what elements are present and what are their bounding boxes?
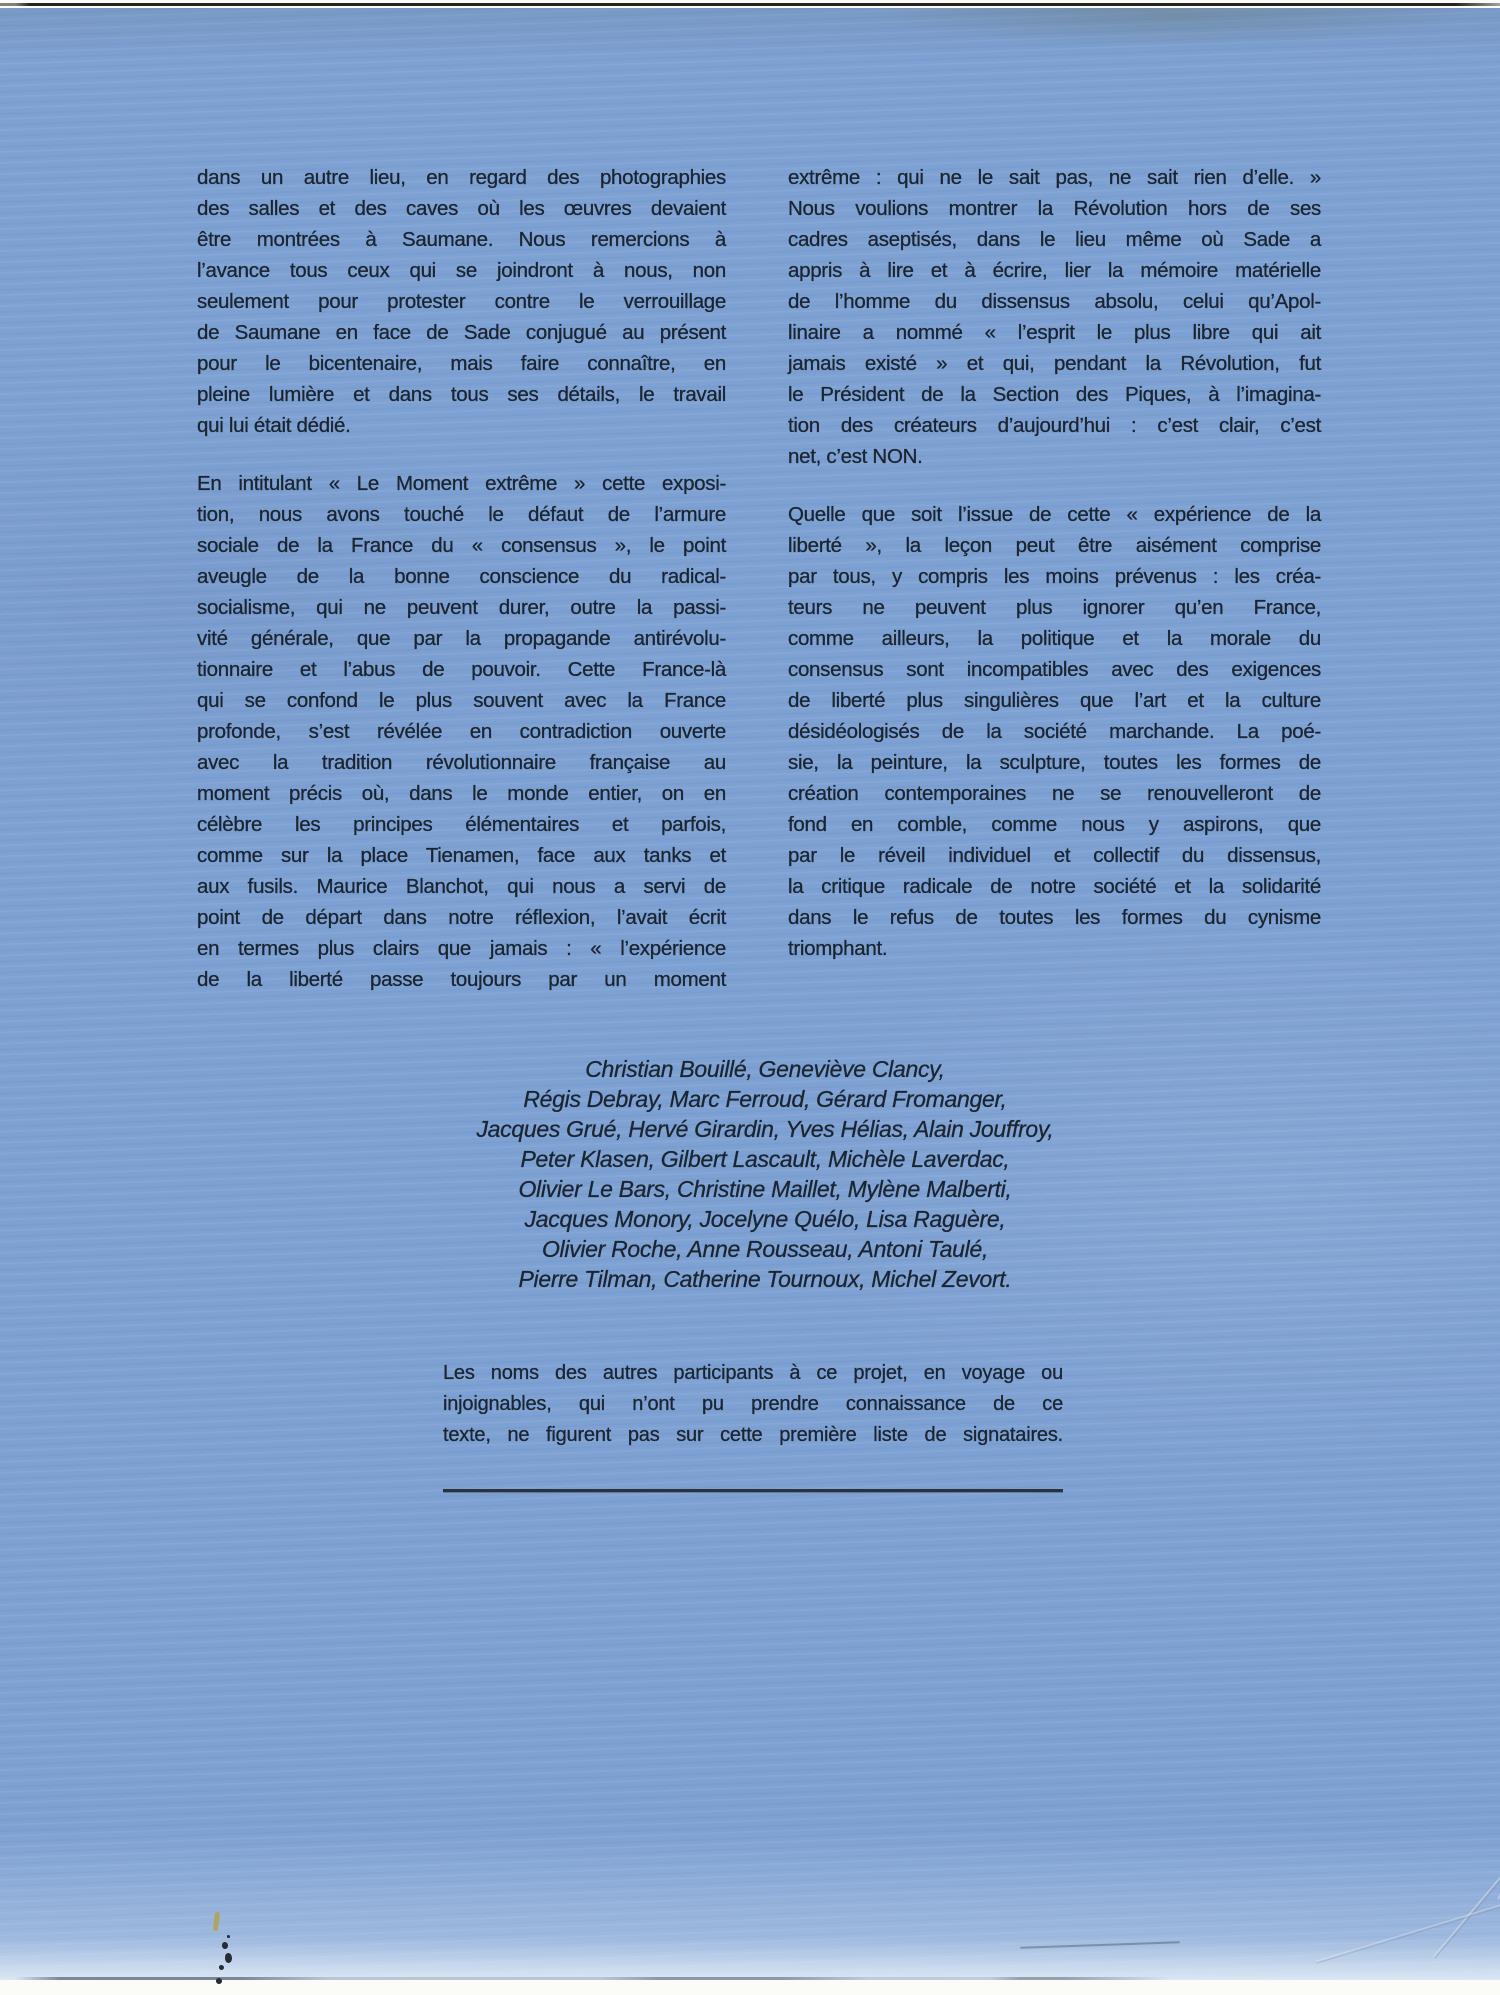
text-line: le Président de la Section des Piques, à l’imagina- <box>788 383 1321 406</box>
text-line: comme ailleurs, la politique et la morale du <box>788 627 1321 650</box>
signatory-line: Olivier Roche, Anne Rousseau, Antoni Taulé, <box>541 1236 989 1262</box>
signatory-line: Régis Debray, Marc Ferroud, Gérard Fromanger, <box>523 1086 1007 1112</box>
text-line: liberté », la leçon peut être aisément comprise <box>788 534 1321 557</box>
text-line: seulement pour protester contre le verrouillage <box>197 290 726 313</box>
text-line: la critique radicale de notre société et la solidarité <box>788 875 1321 898</box>
text-line: Les noms des autres participants à ce projet, en voyage ou <box>443 1362 1063 1384</box>
horizontal-rule <box>443 1489 1063 1492</box>
text-line: dans un autre lieu, en regard des photographies <box>197 166 726 189</box>
paper-crease <box>1433 1804 1500 1959</box>
text-line: en termes plus clairs que jamais : « l’expérience <box>197 937 726 960</box>
text-line: point de départ dans notre réflexion, l’avait écrit <box>197 906 726 929</box>
text-line: triomphant. <box>788 937 888 960</box>
text-line: pleine lumière et dans tous ses détails, le travail <box>197 383 726 406</box>
text-line: désidéologisés de la société marchande. La poé- <box>788 720 1321 743</box>
text-line: de l’homme du dissensus absolu, celui qu’Apol- <box>788 290 1321 313</box>
ink-speck <box>227 1935 230 1938</box>
signatory-line: Peter Klasen, Gilbert Lascault, Michèle Laverdac, <box>520 1146 1010 1172</box>
signatory-line: Pierre Tilman, Catherine Tournoux, Michel Zevort. <box>518 1266 1012 1292</box>
signatories-list <box>415 1054 1115 1294</box>
text-line: pour le bicentenaire, mais faire connaître, en <box>197 352 726 375</box>
text-line: célèbre les principes élémentaires et parfois, <box>197 813 726 836</box>
text-line: aux fusils. Maurice Blanchot, qui nous a servi de <box>197 875 726 898</box>
text-line: teurs ne peuvent plus ignorer qu’en France, <box>788 596 1321 619</box>
signatory-line: Christian Bouillé, Geneviève Clancy, <box>585 1056 945 1082</box>
text-column-right <box>788 162 1321 964</box>
text-line: de la liberté passe toujours par un moment <box>197 968 726 991</box>
paper-crease <box>1315 1885 1500 1964</box>
text-line: appris à lire et à écrire, lier la mémoire matérielle <box>788 259 1321 282</box>
text-line: injoignables, qui n’ont pu prendre connaissance de ce <box>443 1393 1063 1415</box>
paper-bottom-edge <box>0 1977 1500 1980</box>
text-line: cadres aseptisés, dans le lieu même où Sade a <box>788 228 1321 251</box>
text-line: consensus sont incompatibles avec des exigences <box>788 658 1321 681</box>
paragraph <box>788 162 1321 472</box>
paper-crease <box>1020 1941 1180 1949</box>
text-line: linaire a nommé « l’esprit le plus libre qui ait <box>788 321 1321 344</box>
blue-paper-sheet <box>0 8 1500 1980</box>
text-line: avec la tradition révolutionnaire française au <box>197 751 726 774</box>
text-line: être montrées à Saumane. Nous remercions à <box>197 228 726 251</box>
text-line: jamais existé » et qui, pendant la Révolution, fut <box>788 352 1321 375</box>
closing-note <box>443 1358 1063 1451</box>
text-line: tion des créateurs d’aujourd’hui : c’est clair, c’est <box>788 414 1321 437</box>
text-line: net, c’est NON. <box>788 445 923 468</box>
scan-edge-line <box>0 3 1500 6</box>
text-line: de liberté plus singulières que l’art et la culture <box>788 689 1321 712</box>
text-line: Quelle que soit l’issue de cette « expérience de la <box>788 503 1321 526</box>
text-line: extrême : qui ne le sait pas, ne sait rien d’elle. » <box>788 166 1321 189</box>
ink-speck <box>219 1965 224 1970</box>
text-line: par tous, y compris les moins prévenus : les créa- <box>788 565 1321 588</box>
text-line: En intitulant « Le Moment extrême » cette exposi- <box>197 472 726 495</box>
text-line: sie, la peinture, la sculpture, toutes les formes de <box>788 751 1321 774</box>
text-line: texte, ne figurent pas sur cette première liste de signataires. <box>443 1424 1063 1446</box>
paragraph <box>197 162 726 441</box>
text-line: fond en comble, comme nous y aspirons, que <box>788 813 1321 836</box>
text-line: dans le refus de toutes les formes du cynisme <box>788 906 1321 929</box>
text-line: moment précis où, dans le monde entier, on en <box>197 782 726 805</box>
text-line: tion, nous avons touché le défaut de l’armure <box>197 503 726 526</box>
text-column-left <box>197 162 726 995</box>
text-line: vité générale, que par la propagande antirévolu- <box>197 627 726 650</box>
ink-speck-yellow <box>213 1912 220 1931</box>
signatory-line: Jacques Monory, Jocelyne Quélo, Lisa Raguère, <box>524 1206 1006 1232</box>
text-line: de Saumane en face de Sade conjugué au présent <box>197 321 726 344</box>
text-line: profonde, s’est révélée en contradiction ouverte <box>197 720 726 743</box>
text-line: sociale de la France du « consensus », le point <box>197 534 726 557</box>
signatory-line: Jacques Grué, Hervé Girardin, Yves Hélias, Alain Jouffroy, <box>476 1116 1054 1142</box>
text-line: qui se confond le plus souvent avec la France <box>197 689 726 712</box>
text-line: des salles et des caves où les œuvres devaient <box>197 197 726 220</box>
text-line: tionnaire et l’abus de pouvoir. Cette France-là <box>197 658 726 681</box>
signatory-line: Olivier Le Bars, Christine Maillet, Mylène Malberti, <box>518 1176 1012 1202</box>
paragraph <box>788 499 1321 964</box>
text-line: qui lui était dédié. <box>197 414 351 437</box>
text-line: comme sur la place Tienamen, face aux tanks et <box>197 844 726 867</box>
text-line: Nous voulions montrer la Révolution hors de ses <box>788 197 1321 220</box>
paragraph <box>197 468 726 995</box>
text-line: l’avance tous ceux qui se joindront à nous, non <box>197 259 726 282</box>
paragraph <box>443 1358 1063 1451</box>
text-line: aveugle de la bonne conscience du radical- <box>197 565 726 588</box>
text-line: création contemporaines ne se renouvelleront de <box>788 782 1321 805</box>
ink-speck <box>225 1953 232 1963</box>
text-line: par le réveil individuel et collectif du dissensus, <box>788 844 1321 867</box>
ink-speck <box>222 1942 228 1949</box>
text-line: socialisme, qui ne peuvent durer, outre la passi- <box>197 596 726 619</box>
